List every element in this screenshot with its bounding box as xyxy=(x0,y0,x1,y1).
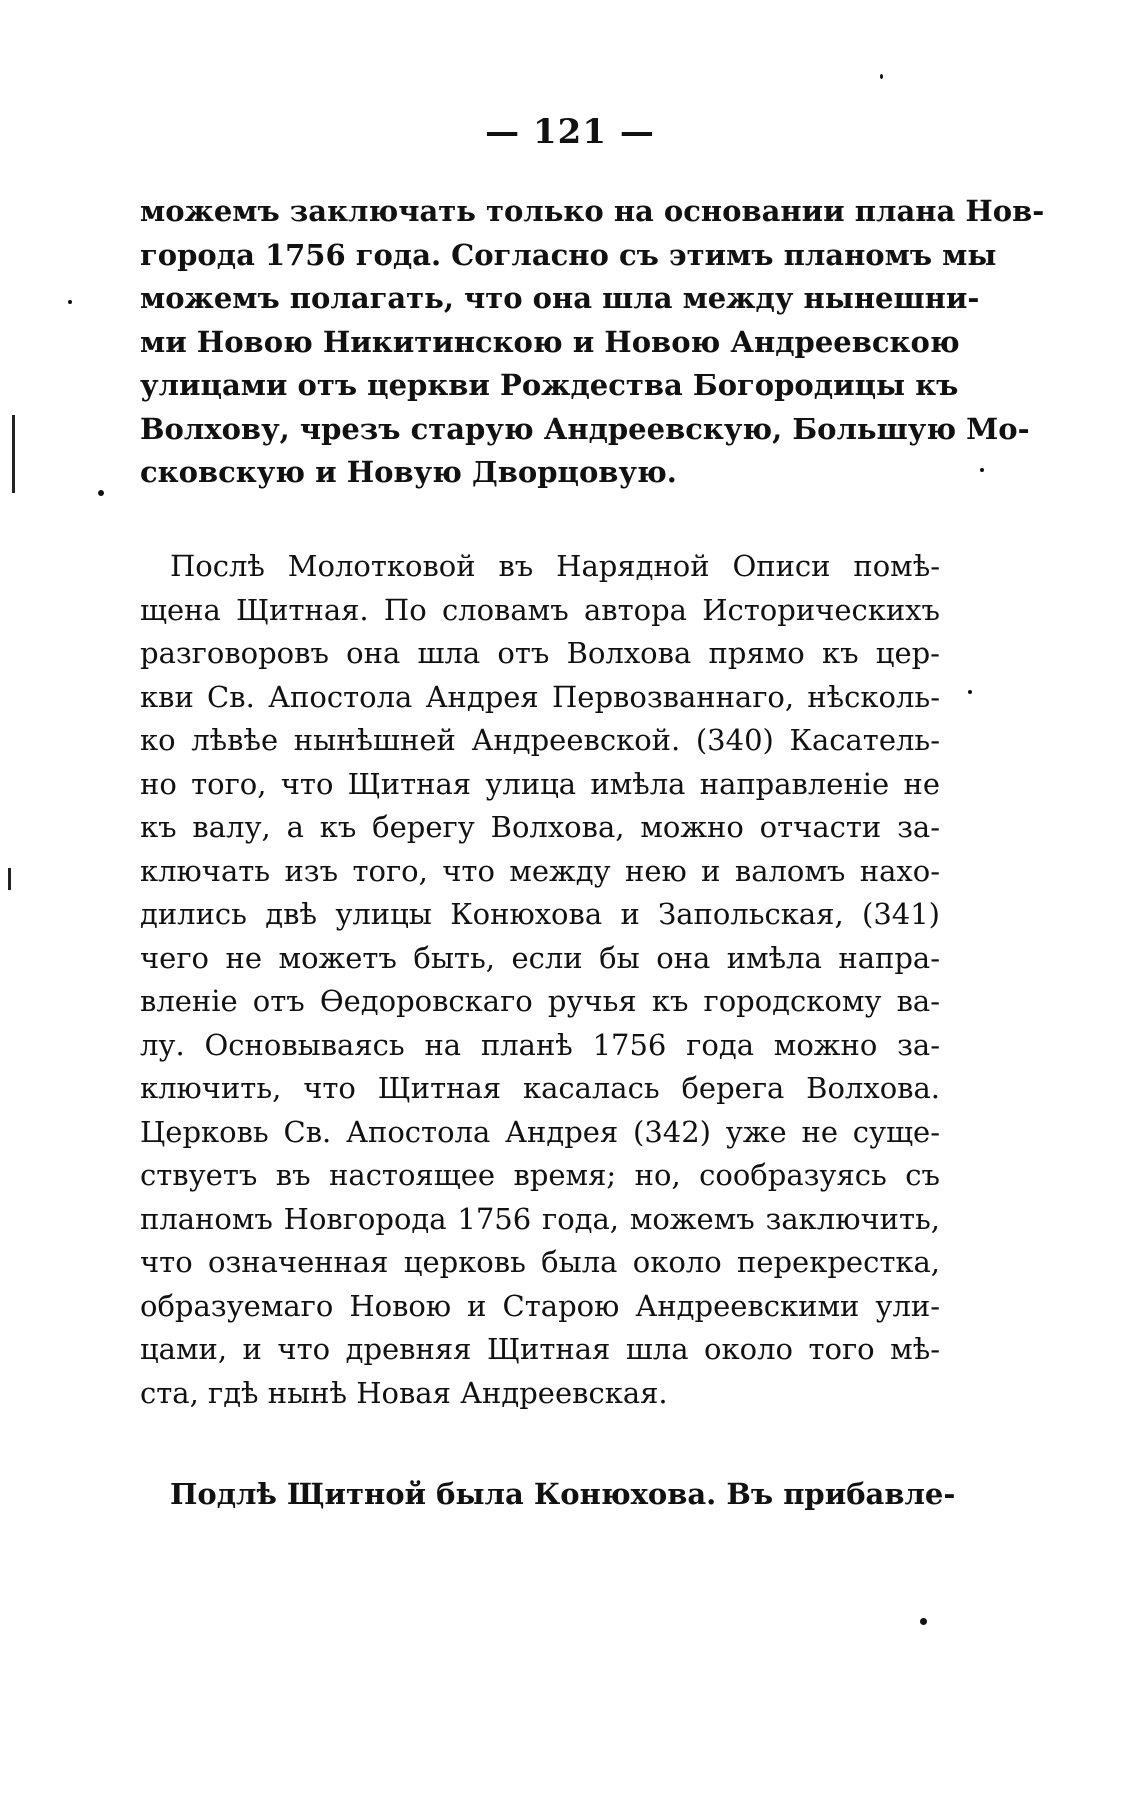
text-line: улицами отъ церкви Рождества Богородицы къ xyxy=(140,368,959,402)
text-line: ключить, что Щитная касалась берега Волхова. xyxy=(140,1071,940,1105)
paragraph-1 xyxy=(140,190,1045,495)
text-line: дились двѣ улицы Конюхова и Запольская, (341) xyxy=(140,897,940,931)
text-line: къ валу, а къ берегу Волхова, можно отчасти за- xyxy=(140,810,940,844)
text-line: ми Новою Никитинскою и Новою Андреевскою xyxy=(140,324,960,359)
text-line: что означенная церковь была около перекрестка, xyxy=(140,1245,940,1279)
text-line: кви Св. Апостола Андрея Первозваннаго, нѣсколь- xyxy=(140,679,940,714)
scan-speck xyxy=(980,468,984,472)
text-line: планомъ Новгорода 1756 года, можемъ заключить, xyxy=(140,1201,940,1236)
text-line: Подлѣ Щитной была Конюхова. Въ прибавле- xyxy=(170,1477,956,1511)
text-line: Церковь Св. Апостола Андрея (342) уже не суще- xyxy=(140,1114,940,1149)
text-line: Волхову, чрезъ старую Андреевскую, Большую Мо- xyxy=(140,411,1030,446)
scan-speck xyxy=(98,490,104,496)
text-line: Послѣ Молотковой въ Нарядной Описи помѣ- xyxy=(170,549,940,583)
scan-speck xyxy=(880,74,883,79)
text-line: вленіе отъ Ѳедоровскаго ручья къ городскому ва- xyxy=(140,984,940,1018)
text-line: ствуетъ въ настоящее время; но, сообразуясь съ xyxy=(140,1158,940,1192)
text-line: города 1756 года. Согласно съ этимъ планомъ мы xyxy=(140,237,997,272)
text-line: цами, и что древняя Щитная шла около того мѣ- xyxy=(140,1332,940,1366)
paragraph-2 xyxy=(140,545,940,1415)
text-line: лу. Основываясь на планѣ 1756 года можно за- xyxy=(140,1027,940,1062)
scan-speck xyxy=(968,690,972,694)
text-line: ко лѣвѣе нынѣшней Андреевской. (340) Касатель- xyxy=(140,723,940,757)
scan-speck xyxy=(68,300,72,304)
scan-edge-mark xyxy=(8,868,11,890)
text-line: образуемаго Новою и Старою Андреевскими ули- xyxy=(140,1288,940,1323)
text-line: щена Щитная. По словамъ автора Историческихъ xyxy=(140,592,940,627)
text-line: можемъ заключать только на основании плана Нов- xyxy=(140,194,1045,228)
page-number: — 121 — xyxy=(485,112,655,152)
text-line: ключать изъ того, что между нею и валомъ нахо- xyxy=(140,853,940,888)
text-line: можемъ полагать, что она шла между нынешни- xyxy=(140,281,980,315)
paragraph-3 xyxy=(140,1473,956,1517)
text-line: чего не можетъ быть, если бы она имѣла напра- xyxy=(140,940,940,975)
text-line: разговоровъ она шла отъ Волхова прямо къ цер- xyxy=(140,636,940,670)
scan-speck xyxy=(920,1618,927,1625)
text-line: ста, гдѣ нынѣ Новая Андреевская. xyxy=(140,1375,668,1410)
text-line: сковскую и Новую Дворцовую. xyxy=(140,455,677,489)
text-line: но того, что Щитная улица имѣла направленіе не xyxy=(140,766,940,801)
scan-edge-mark xyxy=(12,415,15,493)
